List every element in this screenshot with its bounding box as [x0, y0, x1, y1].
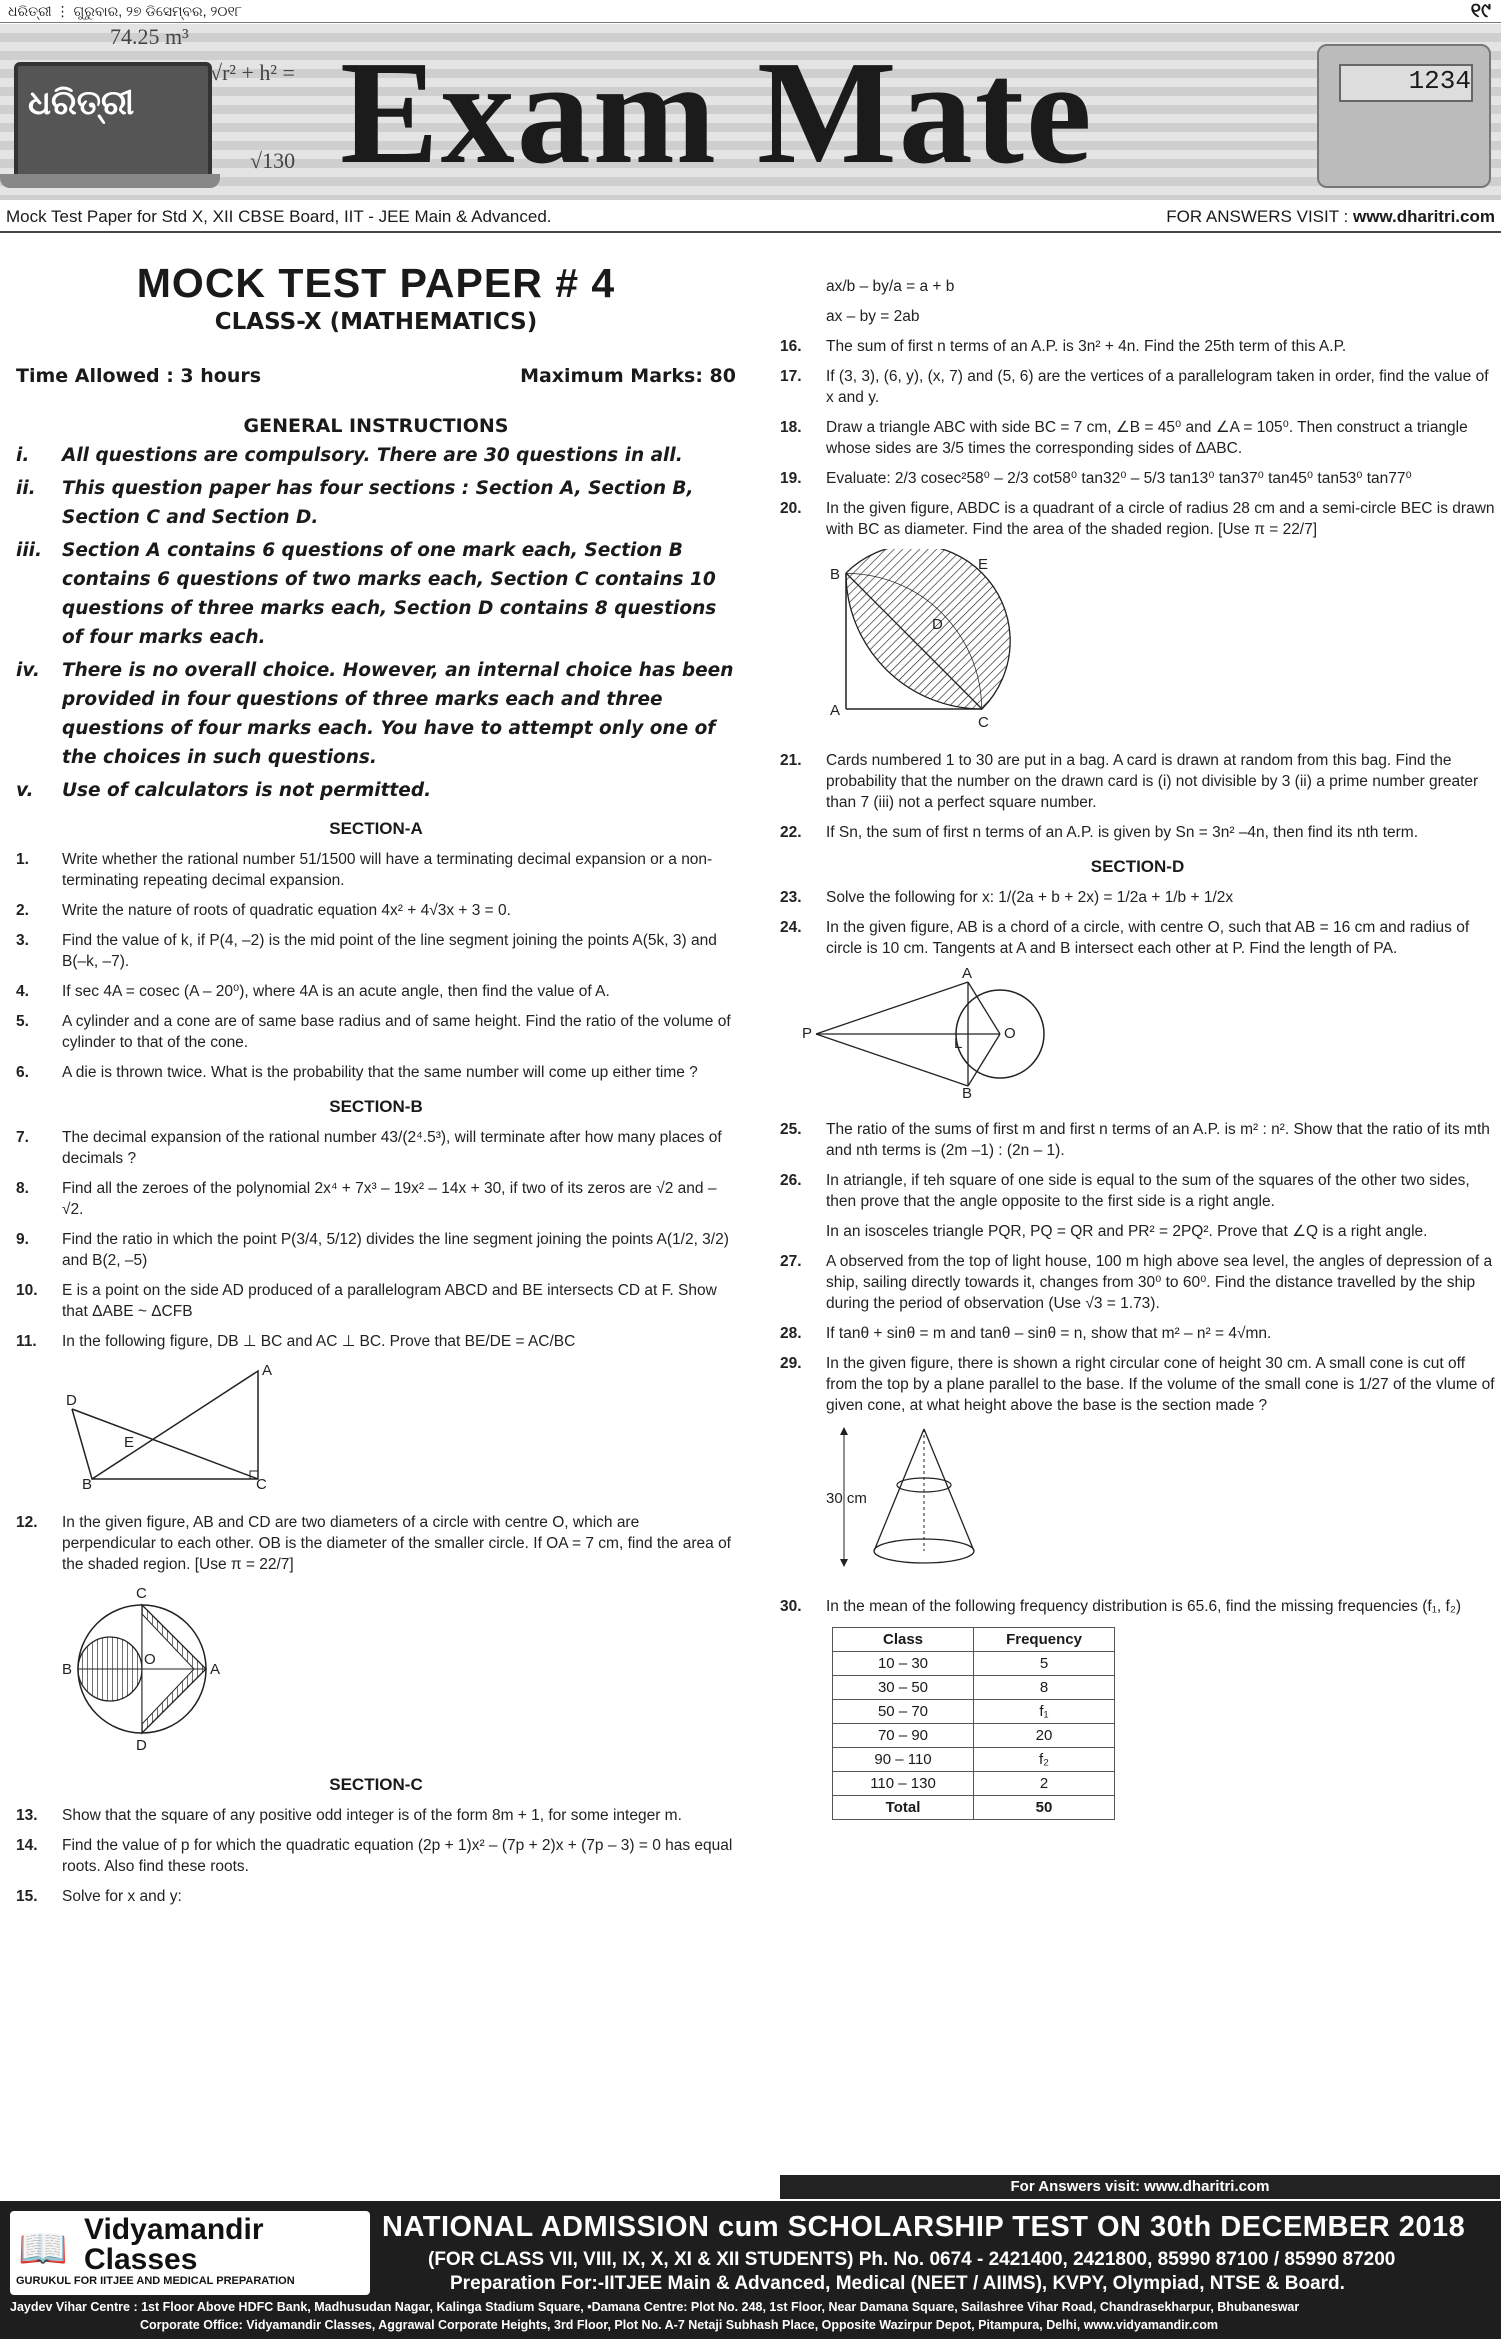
triangle-figure	[62, 1361, 302, 1491]
question-text: Draw a triangle ABC with side BC = 7 cm, ∠B = 45⁰ and ∠A = 105⁰. Then construct a triangle whose sides are 3/5 times the corresponding sides of ΔABC.	[826, 419, 1468, 457]
left-column	[16, 240, 736, 1916]
instruction-item	[16, 776, 736, 805]
header-date: ଧରିତ୍ରୀ ⋮ ଗୁରୁବାର, ୨୭ ଡିସେମ୍ବର, ୨୦୧୮	[8, 3, 243, 19]
question-30	[780, 1596, 1495, 1617]
question-number: 23.	[780, 889, 802, 906]
question-23	[780, 887, 1495, 908]
question-number: 5.	[16, 1013, 29, 1030]
question-text: Solve for x and y:	[62, 1888, 182, 1905]
question-text: The decimal expansion of the rational number 43/(2⁴.5³), will terminate after how many places of decimals ?	[62, 1129, 722, 1167]
table-cell: f₁	[974, 1700, 1115, 1724]
point-label: P	[802, 1025, 813, 1042]
question-text: If tanθ + sinθ = m and tanθ – sinθ = n, show that m² – n² = 4√mn.	[826, 1325, 1272, 1342]
ad-headline: NATIONAL ADMISSION cum SCHOLARSHIP TEST ON 30th DECEMBER 2018	[382, 2211, 1466, 2243]
question-text: Find all the zeroes of the polynomial 2x⁴ + 7x³ – 19x² – 14x + 30, if two of its zeros are √2 and –√2.	[62, 1180, 717, 1218]
question-number: 28.	[780, 1325, 802, 1342]
question-text: Solve the following for x: 1/(2a + b + 2x) = 1/2a + 1/b + 1/2x	[826, 889, 1234, 906]
question-text: In the mean of the following frequency distribution is 65.6, find the missing frequencies (f₁, f₂)	[826, 1598, 1462, 1615]
question-text: If (3, 3), (6, y), (x, 7) and (5, 6) are the vertices of a parallelogram taken in order, find the value of x and y.	[826, 368, 1489, 406]
exam-mate-banner	[0, 24, 1501, 200]
table-cell: 50	[974, 1796, 1115, 1820]
question-text: A observed from the top of light house, 100 m high above sea level, the angles of depression of a ship, sailing directly towards it, changes from 30⁰ to 60⁰. Find the distance travelled by the ship during the period of observation (Use √3 = 1.73).	[826, 1253, 1493, 1312]
question-17	[780, 366, 1495, 408]
question-number: 1.	[16, 851, 29, 868]
calculator-image	[1317, 44, 1491, 188]
question-16	[780, 336, 1495, 357]
section-a-heading: SECTION-A	[329, 819, 423, 838]
question-28	[780, 1323, 1495, 1344]
point-label: B	[62, 1661, 73, 1678]
question-number: 29.	[780, 1355, 802, 1372]
question-19	[780, 468, 1495, 489]
question-number: 6.	[16, 1064, 29, 1081]
figure-q20	[826, 549, 1495, 734]
question-text: In the given figure, AB and CD are two diameters of a circle with centre O, which are perpendicular to each other. OB is the diameter of the smaller circle. If OA = 7 cm, find the area of the shaded region. [Use π = 22/7]	[62, 1514, 731, 1573]
subheader-right	[1166, 207, 1495, 227]
table-cell: Total	[833, 1796, 974, 1820]
subheader-line	[0, 201, 1501, 233]
question-text: Write whether the rational number 51/1500 will have a terminating decimal expansion or a non-terminating repeating decimal expansion.	[62, 851, 713, 889]
point-label: A	[262, 1362, 273, 1379]
section-d-heading: SECTION-D	[1090, 857, 1185, 876]
question-number: 25.	[780, 1121, 802, 1138]
question-15-eq1	[780, 276, 1495, 297]
table-cell: 2	[974, 1772, 1115, 1796]
question-number: 4.	[16, 983, 29, 1000]
question-number: 19.	[780, 470, 802, 487]
column-header: Frequency	[974, 1628, 1115, 1652]
table-cell: 5	[974, 1652, 1115, 1676]
question-number: 9.	[16, 1231, 29, 1248]
formula-slant: √r² + h² =	[210, 60, 295, 85]
question-text: The ratio of the sums of first m and first n terms of an A.P. is m² : n². Show that the ratio of its mth and nth terms is (2m –1) : (2n – 1).	[826, 1121, 1490, 1159]
answers-bar[interactable]: For Answers visit: www.dharitri.com	[780, 2175, 1500, 2199]
ad-address-2: Corporate Office: Vidyamandir Classes, Aggrawal Corporate Heights, 3rd Floor, Plot No. A-7 Netaji Subhash Place, Opposite Wazirpur Depot, Pitampura, Delhi, www.vidyamandir.com	[140, 2318, 1219, 2332]
question-number: 22.	[780, 824, 802, 841]
question-text: If sec 4A = cosec (A – 20⁰), where 4A is an acute angle, then find the value of A.	[62, 983, 610, 1000]
figure-q12	[62, 1584, 736, 1759]
figure-q29	[820, 1425, 1495, 1580]
banner-title: Exam Mate	[340, 31, 1094, 195]
question-number: 11.	[16, 1333, 37, 1350]
tangents-figure	[800, 968, 1070, 1098]
point-label: B	[82, 1476, 93, 1491]
point-label: D	[66, 1392, 77, 1409]
table-row	[833, 1724, 1115, 1748]
equation-text: ax – by = 2ab	[826, 308, 920, 325]
question-20	[780, 498, 1495, 540]
question-number: 17.	[780, 368, 802, 385]
table-cell: 110 – 130	[833, 1772, 974, 1796]
question-14	[16, 1835, 736, 1877]
question-number: 26.	[780, 1172, 802, 1189]
maximum-marks: Maximum Marks: 80	[520, 365, 736, 387]
point-label: C	[978, 714, 989, 729]
cone-figure	[820, 1425, 1020, 1575]
instruction-text: Use of calculators is not permitted.	[62, 780, 432, 801]
figure-q24	[800, 968, 1495, 1103]
point-label: A	[830, 702, 841, 719]
section-b-heading: SECTION-B	[329, 1097, 423, 1116]
table-cell: f₂	[974, 1748, 1115, 1772]
instruction-item	[16, 656, 736, 772]
question-text: Evaluate: 2/3 cosec²58⁰ – 2/3 cot58⁰ tan32⁰ – 5/3 tan13⁰ tan37⁰ tan45⁰ tan53⁰ tan77⁰	[826, 470, 1412, 487]
instruction-number: iv.	[16, 660, 40, 681]
question-6	[16, 1062, 736, 1083]
point-label: D	[136, 1737, 147, 1754]
question-18	[780, 417, 1495, 459]
question-number: 2.	[16, 902, 29, 919]
question-number: 3.	[16, 932, 29, 949]
point-label: O	[1004, 1025, 1016, 1042]
time-allowed: Time Allowed : 3 hours	[16, 365, 262, 387]
table-header-row	[833, 1628, 1115, 1652]
formula-volume: 74.25 m³	[110, 24, 189, 49]
question-10	[16, 1280, 736, 1322]
question-27	[780, 1251, 1495, 1314]
question-13	[16, 1805, 736, 1826]
table-row	[833, 1700, 1115, 1724]
question-2	[16, 900, 736, 921]
table-cell: 50 – 70	[833, 1700, 974, 1724]
question-25	[780, 1119, 1495, 1161]
height-label: 30 cm	[826, 1490, 867, 1507]
question-12	[16, 1512, 736, 1575]
question-15	[16, 1886, 736, 1907]
question-number: 27.	[780, 1253, 802, 1270]
calculator-display: 1234	[1339, 64, 1473, 102]
instruction-text: Section A contains 6 questions of one mark each, Section B contains 6 questions of two marks each, Section C contains 10 questions of three marks each, Section D contains 8 questions of four marks each.	[62, 540, 717, 648]
question-4	[16, 981, 736, 1002]
point-label: E	[124, 1434, 135, 1451]
instruction-item	[16, 474, 736, 532]
question-number: 12.	[16, 1514, 38, 1531]
answers-prefix: FOR ANSWERS VISIT :	[1166, 207, 1353, 226]
table-cell: 8	[974, 1676, 1115, 1700]
question-text: The sum of first n terms of an A.P. is 3n² + 4n. Find the 25th term of this A.P.	[826, 338, 1347, 355]
question-number: 7.	[16, 1129, 29, 1146]
question-text: In the given figure, there is shown a right circular cone of height 30 cm. A small cone is cut off from the top by a plane parallel to the base. If the volume of the small cone is 1/27 of the vlume of given cone, at what height above the base is the section made ?	[826, 1355, 1495, 1414]
question-15-eq2	[780, 306, 1495, 327]
question-26	[780, 1170, 1495, 1212]
instruction-number: ii.	[16, 478, 36, 499]
circle-diameters-figure	[62, 1584, 232, 1754]
instruction-text: This question paper has four sections : Section A, Section B, Section C and Section D.	[62, 478, 694, 528]
frequency-table	[832, 1627, 1115, 1820]
question-text: A die is thrown twice. What is the probability that the same number will come up either time ?	[62, 1064, 698, 1081]
point-label: D	[932, 616, 943, 633]
page-number: ୧୯	[1470, 0, 1491, 22]
answers-url[interactable]: www.dharitri.com	[1352, 207, 1495, 226]
question-7	[16, 1127, 736, 1169]
instruction-number: iii.	[16, 540, 43, 561]
question-21	[780, 750, 1495, 813]
instruction-text: There is no overall choice. However, an internal choice has been provided in four questions of three marks each and three questions of four marks each. You have to attempt only one of the choices in such questions.	[62, 660, 734, 768]
table-row	[833, 1652, 1115, 1676]
instruction-item	[16, 441, 736, 470]
instruction-number: v.	[16, 780, 34, 801]
question-text: If Sn, the sum of first n terms of an A.P. is given by Sn = 3n² –4n, then find its nth term.	[826, 824, 1419, 841]
table-cell: 70 – 90	[833, 1724, 974, 1748]
question-number: 13.	[16, 1807, 38, 1824]
question-11	[16, 1331, 736, 1352]
dharitri-logo: ଧରିତ୍ରୀ	[28, 84, 135, 122]
table-cell: 10 – 30	[833, 1652, 974, 1676]
table-cell: 20	[974, 1724, 1115, 1748]
formula-root: √130	[250, 148, 296, 173]
laptop-base	[0, 174, 220, 188]
book-icon: 📖	[18, 2227, 68, 2271]
question-number: 10.	[16, 1282, 38, 1299]
advertisement-footer	[0, 2201, 1501, 2339]
subheader-left: Mock Test Paper for Std X, XII CBSE Board, IIT - JEE Main & Advanced.	[6, 207, 552, 226]
question-number: 15.	[16, 1888, 38, 1905]
question-number: 18.	[780, 419, 802, 436]
question-number: 8.	[16, 1180, 29, 1197]
instruction-item	[16, 536, 736, 652]
question-text: Find the ratio in which the point P(3/4, 5/12) divides the line segment joining the points A(1/2, 3/2) and B(2, –5)	[62, 1231, 729, 1269]
table-cell: 90 – 110	[833, 1748, 974, 1772]
time-marks-row	[16, 365, 736, 387]
question-text: In an isosceles triangle PQR, PQ = QR and PR² = 2PQ². Prove that ∠Q is a right angle.	[826, 1223, 1428, 1240]
brand-tagline: GURUKUL FOR IITJEE AND MEDICAL PREPARATION	[16, 2275, 295, 2287]
point-label: O	[144, 1651, 156, 1668]
top-strip	[0, 0, 1501, 23]
question-text: E is a point on the side AD produced of a parallelogram ABCD and BE intersects CD at F. Show that ΔABE ~ ΔCFB	[62, 1282, 717, 1320]
brand-name: Vidyamandir Classes	[84, 2213, 264, 2276]
instruction-text: All questions are compulsory. There are 30 questions in all.	[62, 445, 683, 466]
table-row	[833, 1772, 1115, 1796]
instruction-number: i.	[16, 445, 30, 466]
laptop-image	[14, 62, 212, 180]
question-number: 14.	[16, 1837, 38, 1854]
table-row	[833, 1676, 1115, 1700]
question-text: A cylinder and a cone are of same base radius and of same height. Find the ratio of the volume of cylinder to that of the cone.	[62, 1013, 731, 1051]
point-label: B	[830, 566, 841, 583]
question-text: In the following figure, DB ⊥ BC and AC ⊥ BC. Prove that BE/DE = AC/BC	[62, 1333, 576, 1350]
ad-subline-2: Preparation For:-IITJEE Main & Advanced, Medical (NEET / AIIMS), KVPY, Olympiad, NTSE & Board.	[450, 2273, 1345, 2294]
question-text: Find the value of k, if P(4, –2) is the mid point of the line segment joining the points A(5k, 3) and B(–k, –7).	[62, 932, 717, 970]
question-5	[16, 1011, 736, 1053]
question-number: 24.	[780, 919, 802, 936]
point-label: A	[962, 968, 973, 982]
table-row	[833, 1748, 1115, 1772]
paper-class: CLASS-X (MATHEMATICS)	[214, 309, 538, 335]
question-3	[16, 930, 736, 972]
question-text: Show that the square of any positive odd integer is of the form 8m + 1, for some integer m.	[62, 1807, 682, 1824]
quadrant-figure	[826, 549, 1026, 729]
question-text: Find the value of p for which the quadratic equation (2p + 1)x² – (7p + 2)x + (7p – 3) = 0 has equal roots. Also find these roots.	[62, 1837, 733, 1875]
question-text: Cards numbered 1 to 30 are put in a bag. A card is drawn at random from this bag. Find the probability that the number on the drawn card is (i) not divisible by 3 (ii) a prime number greater than 7 (iii) not a perfect square number.	[826, 752, 1479, 811]
table-cell: 30 – 50	[833, 1676, 974, 1700]
question-number: 21.	[780, 752, 802, 769]
question-text: In atriangle, if teh square of one side is equal to the sum of the squares of the other two sides, then prove that the angle opposite to the first side is a right angle.	[826, 1172, 1470, 1210]
question-text: Write the nature of roots of quadratic equation 4x² + 4√3x + 3 = 0.	[62, 902, 511, 919]
question-22	[780, 822, 1495, 843]
question-26-alt	[780, 1221, 1495, 1242]
point-label: C	[136, 1585, 147, 1602]
question-24	[780, 917, 1495, 959]
table-total-row	[833, 1796, 1115, 1820]
point-label: C	[256, 1476, 267, 1491]
section-c-heading: SECTION-C	[329, 1775, 423, 1794]
question-1	[16, 849, 736, 891]
question-number: 16.	[780, 338, 802, 355]
right-column	[780, 276, 1495, 1820]
ad-address-1: Jaydev Vihar Centre : 1st Floor Above HDFC Bank, Madhusudan Nagar, Kalinga Stadium Square, •Damana Centre: Plot No. 248, 1st Floor, Near Damana Square, Sailashree Vihar Road, Chandrasekharpur, Bhubaneswar	[10, 2300, 1300, 2314]
equation-text: ax/b – by/a = a + b	[826, 278, 955, 295]
question-text: In the given figure, ABDC is a quadrant of a circle of radius 28 cm and a semi-circle BEC is drawn with BC as diameter. Find the area of the shaded region. [Use π = 22/7]	[826, 500, 1495, 538]
point-label: B	[962, 1085, 973, 1098]
ad-subline-1: (FOR CLASS VII, VIII, IX, X, XI & XII STUDENTS) Ph. No. 0674 - 2421400, 2421800, 85990 87100 / 85990 87200	[428, 2249, 1396, 2270]
question-number: 20.	[780, 500, 802, 517]
question-9	[16, 1229, 736, 1271]
question-8	[16, 1178, 736, 1220]
instructions-title: GENERAL INSTRUCTIONS	[243, 415, 509, 437]
figure-q11	[62, 1361, 736, 1496]
point-label: E	[978, 556, 989, 573]
vidyamandir-logo	[10, 2211, 370, 2295]
point-label: L	[954, 1035, 963, 1052]
point-label: A	[210, 1661, 221, 1678]
question-number: 30.	[780, 1598, 802, 1615]
question-29	[780, 1353, 1495, 1416]
question-text: In the given figure, AB is a chord of a circle, with centre O, such that AB = 16 cm and radius of circle is 10 cm. Tangents at A and B intersect each other at P. Find the length of PA.	[826, 919, 1470, 957]
column-header: Class	[833, 1628, 974, 1652]
paper-title: MOCK TEST PAPER # 4	[136, 260, 616, 306]
